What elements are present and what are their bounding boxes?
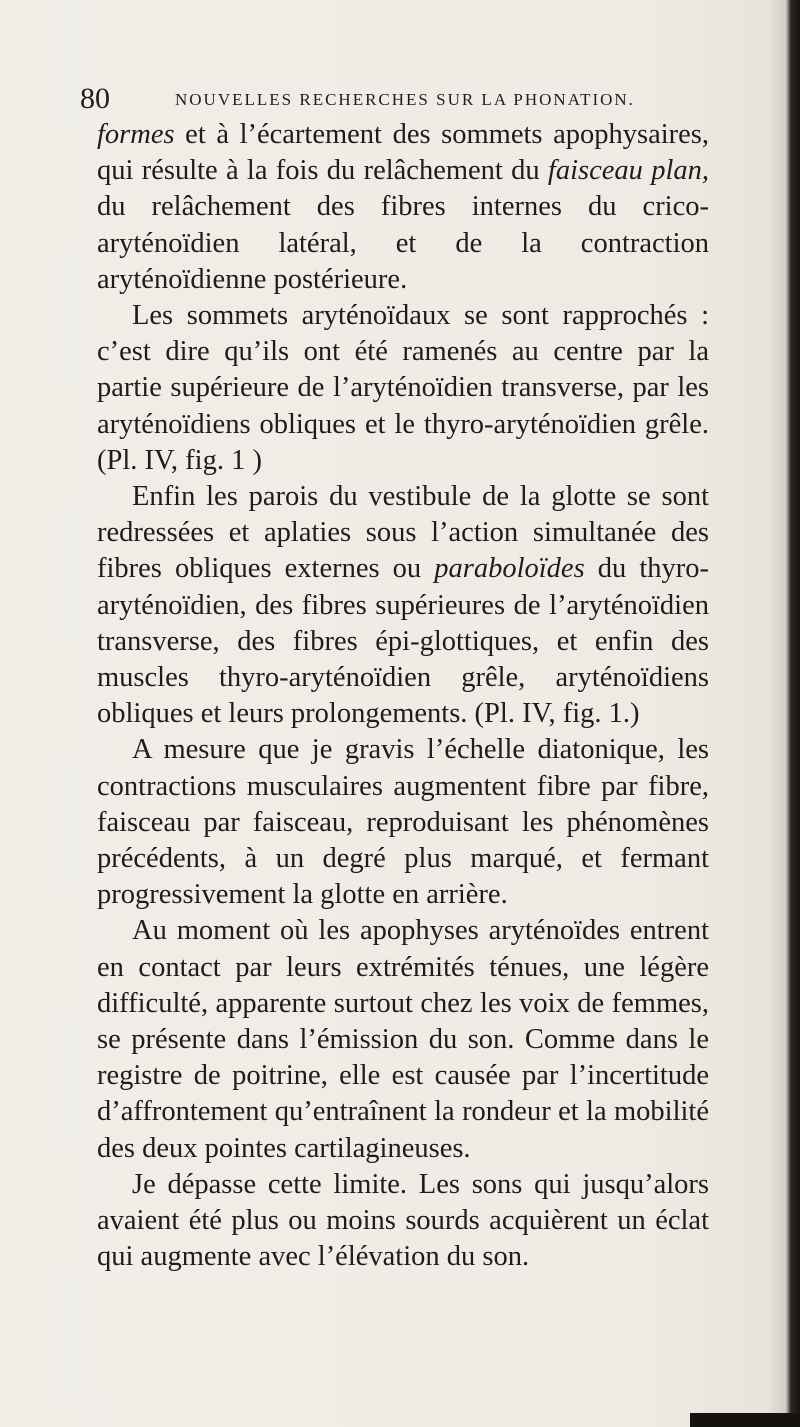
paragraph bbox=[97, 732, 709, 913]
text-segment: du thyro-aryténoïdien, des fibres supérieures de l’aryténoïdien transverse, des fibres épi-glottiques, et enfin des muscles thyro-aryténoïdien grêle, aryténoïdiens obliques et leurs prolongements. (Pl. IV, fig. 1.) bbox=[97, 553, 709, 730]
text-segment: du relâchement des fibres internes du crico-aryténoïdien latéral, et de la contraction aryténoïdienne postérieure. bbox=[97, 191, 709, 295]
italic-text-segment: faisceau plan, bbox=[547, 155, 709, 187]
scan-corner-mark bbox=[690, 1413, 800, 1427]
text-segment: Au moment où les apophyses aryténoïdes entrent en contact par leurs extrémités ténues, une légère difficulté, apparente surtout chez les voix de femmes, se présente dans l’émission du son. Comme dans le registre de poitrine, elle est causée par l’incertitude d’affrontement qu’entraînent la rondeur et la mobilité des deux pointes cartilagineuses. bbox=[97, 915, 709, 1164]
binding-shadow bbox=[768, 0, 786, 1427]
text-segment: et à l’écartement des sommets apophysaires, qui résulte à la fois du relâchement du bbox=[97, 119, 709, 187]
text-segment: Les sommets aryténoïdaux se sont rapprochés : c’est dire qu’ils ont été ramenés au centre par la partie supérieure de l’aryténoïdien transverse, par les aryténoïdiens obliques et le thyro-aryténoïdien grêle. (Pl. IV, fig. 1 ) bbox=[97, 300, 709, 476]
body-text bbox=[97, 117, 709, 1276]
header-title: NOUVELLES RECHERCHES SUR LA PHONATION. bbox=[175, 90, 635, 109]
paragraph bbox=[97, 913, 709, 1166]
paragraph bbox=[97, 1167, 709, 1276]
text-segment: Enfin les parois du vestibule de la glotte se sont redressées et aplaties sous l’action simultanée des fibres obliques externes ou bbox=[97, 481, 709, 585]
running-header bbox=[80, 82, 720, 116]
text-segment: A mesure que je gravis l’échelle diatonique, les contractions musculaires augmentent fibre par fibre, faisceau par faisceau, reproduisant les phénomènes précédents, à un degré plus marqué, et fermant progressivement la glotte en arrière. bbox=[97, 734, 709, 911]
paragraph bbox=[97, 117, 709, 298]
paragraph bbox=[97, 479, 709, 732]
text-segment: Je dépasse cette limite. Les sons qui jusqu’alors avaient été plus ou moins sourds acquièrent un éclat qui augmente avec l’élévation du son. bbox=[97, 1168, 709, 1273]
page-number: 80 bbox=[80, 82, 110, 115]
binding-edge bbox=[786, 0, 800, 1427]
paragraph bbox=[97, 298, 709, 479]
italic-text-segment: paraboloïdes bbox=[434, 553, 585, 585]
italic-text-segment: formes bbox=[97, 119, 175, 150]
